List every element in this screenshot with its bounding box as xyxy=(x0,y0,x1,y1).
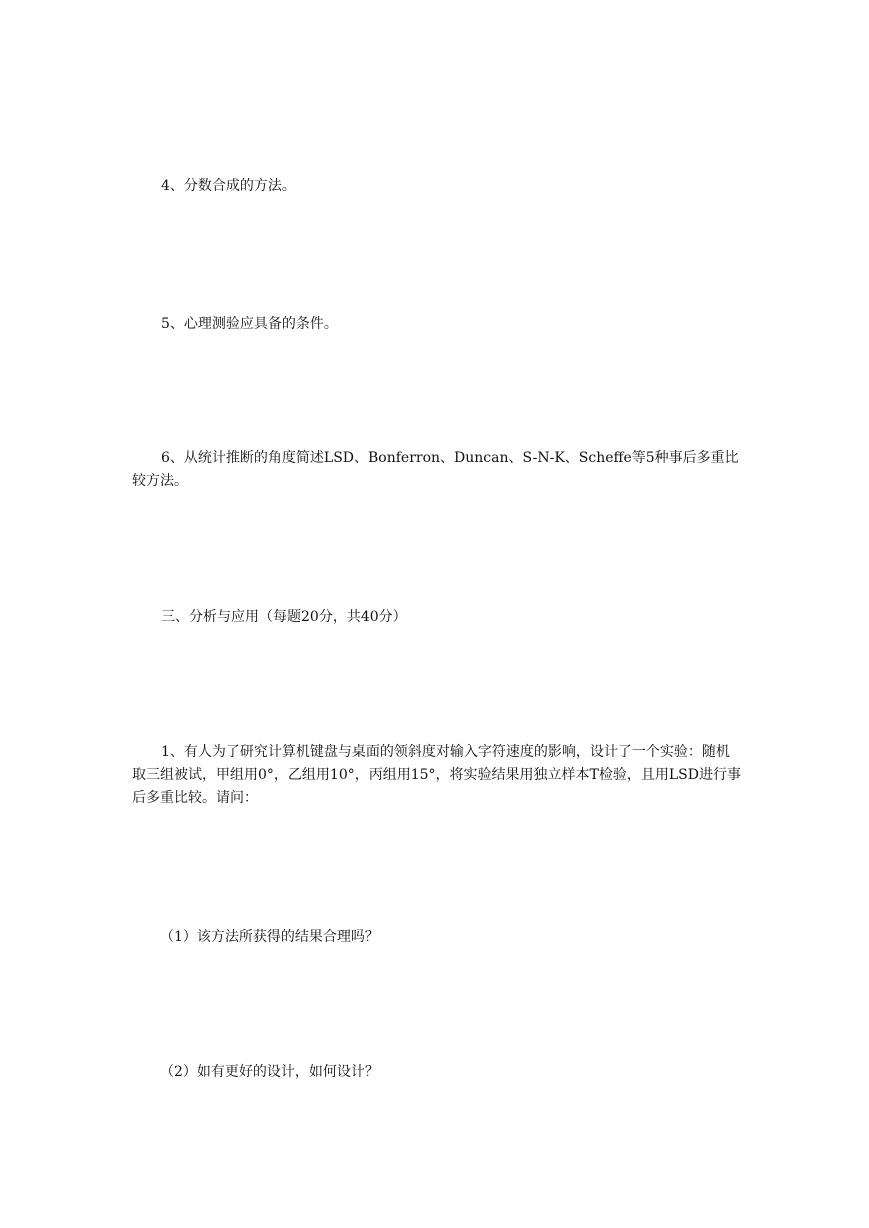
problem-1-subquestion-2: （2）如有更好的设计，如何设计？ xyxy=(160,1064,379,1080)
question-5: 5、心理测验应具备的条件。 xyxy=(161,316,338,332)
question-4: 4、分数合成的方法。 xyxy=(161,178,296,194)
question-6: 6、从统计推断的角度简述LSD、Bonferron、Duncan、S-N-K、Scheffe等5种事后多重比较方法。 xyxy=(132,450,739,489)
problem-1-subquestion-1: （1）该方法所获得的结果合理吗？ xyxy=(160,929,379,945)
section-3-heading: 三、分析与应用（每题20分，共40分） xyxy=(161,609,407,625)
problem-1-text: 1、有人为了研究计算机键盘与桌面的领斜度对输入字符速度的影响，设计了一个实验：随机取三组被试，甲组用0°，乙组用10°，丙组用15°，将实验结果用独立样本T检验，且用LSD进行事后多重比较。请问： xyxy=(132,744,741,806)
